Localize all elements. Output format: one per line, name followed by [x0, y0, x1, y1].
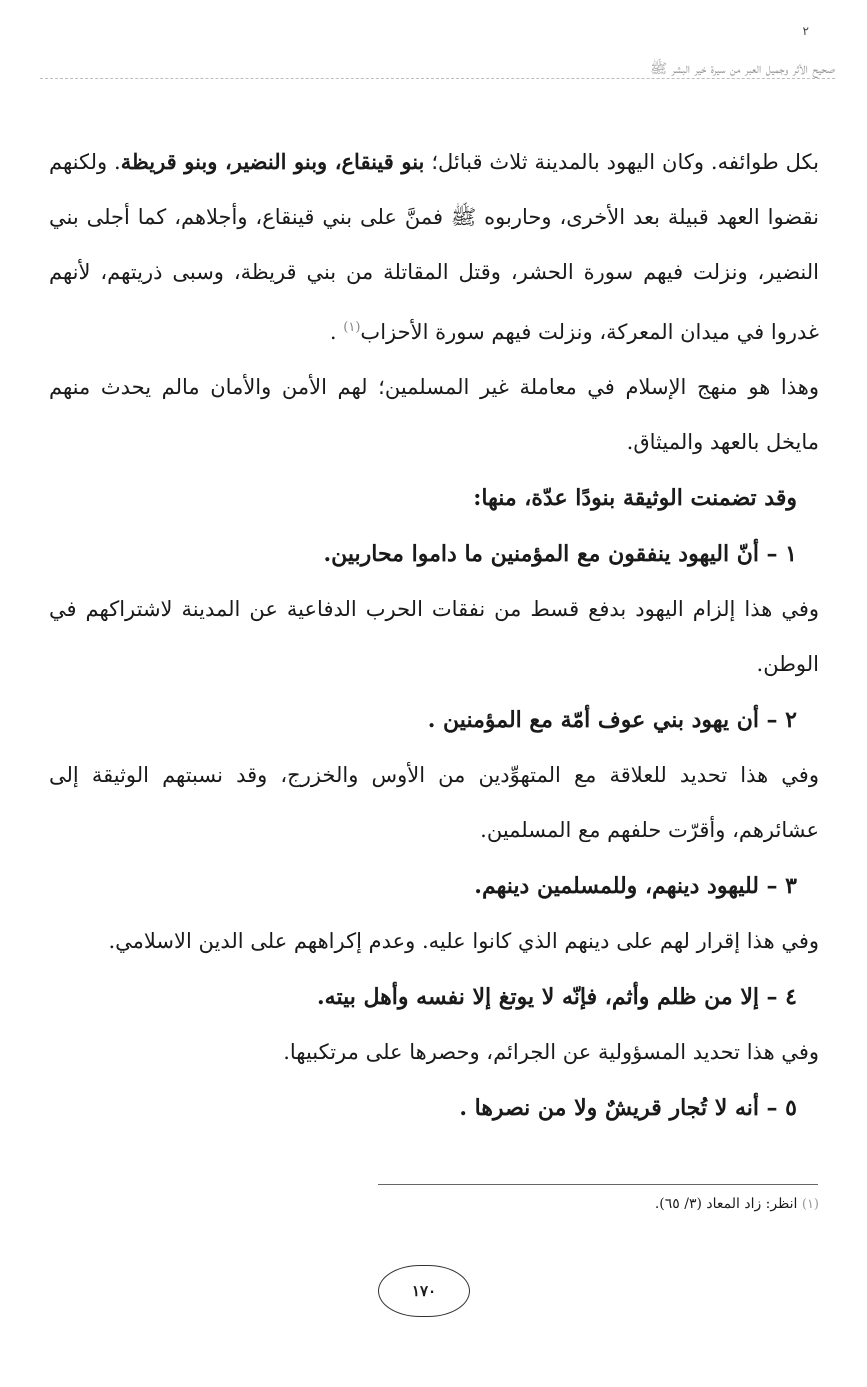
footnote-rule — [378, 1184, 818, 1185]
clause-number: ٢ – — [766, 707, 797, 733]
text-run: . ولكنهم نقضوا العهد قبيلة بعد الأخرى، وحاربوه ﷺ فمنَّ على بني قينقاع، وأجلاهم، كما أجلى بني النضير، ونزلت فيهم سورة الحشر، وقتل المقاتلة من بني قريظة، وسبى ذريتهم، لأنهم غدروا في ميدان المعركة، ونزلت فيهم سورة الأحزاب — [49, 150, 819, 344]
footnote — [49, 1196, 819, 1212]
clause-explanation: وفي هذا تحديد للعلاقة مع المتهوِّدين من الأوس والخزرج، وقد نسبتهم الوثيقة إلى عشائرهم، وأقرّت حلفهم مع المسلمين. — [49, 763, 819, 842]
text-run: . — [329, 320, 344, 344]
clause-explanation: وفي هذا تحديد المسؤولية عن الجرائم، وحصرها على مرتكبيها. — [283, 1040, 819, 1064]
footnote-reference[interactable]: (١) — [343, 320, 361, 335]
main-text — [49, 134, 819, 1136]
section-heading: وقد تضمنت الوثيقة بنودًا عدّة، منها: — [473, 485, 797, 511]
clause-text: أن يهود بني عوف أمّة مع المؤمنين . — [427, 707, 759, 733]
footnote-text: انظر: زاد المعاد (٣/ ٦٥). — [654, 1196, 798, 1212]
clause-text: إلا من ظلم وأثم، فإنّه لا يوتغ إلا نفسه وأهل بيته. — [316, 984, 759, 1010]
clause-explanation: وفي هذا إلزام اليهود بدفع قسط من نفقات الحرب الدفاعية عن المدينة لاشتراكهم في الوطن. — [49, 597, 819, 676]
clause-number: ٣ – — [766, 873, 797, 899]
clause-title — [49, 858, 819, 914]
paragraph-tribes — [49, 134, 819, 360]
corner-number: ٢ — [802, 24, 809, 38]
page-number: ١٧٠ — [378, 1265, 470, 1317]
clause-number: ١ – — [766, 541, 797, 567]
clause-title — [49, 1080, 819, 1136]
clause-number: ٥ – — [766, 1095, 797, 1121]
clause-title — [49, 526, 819, 582]
clause-explanation: وفي هذا إقرار لهم على دينهم الذي كانوا عليه. وعدم إكراههم على الدين الاسلامي. — [108, 929, 819, 953]
footnote-mark: (١) — [801, 1197, 819, 1212]
paragraph-method: وهذا هو منهج الإسلام في معاملة غير المسلمين؛ لهم الأمن والأمان مالم يحدث منهم مايخل بالعهد والميثاق. — [49, 375, 819, 454]
clause-text: أنّ اليهود ينفقون مع المؤمنين ما داموا محاربين. — [323, 541, 759, 567]
running-header-title: صحيح الأثر وجميل العبر من سيرة خير البشر ﷺ — [650, 61, 835, 77]
clause-text: أنه لا تُجار قريشٌ ولا من نصرها . — [459, 1095, 759, 1121]
clause-text: لليهود دينهم، وللمسلمين دينهم. — [474, 873, 759, 899]
clause-number: ٤ – — [766, 984, 797, 1010]
tribe-names: بنو قينقاع، وبنو النضير، وبنو قريظة — [120, 149, 425, 174]
header-rule — [40, 78, 835, 79]
text-run: بكل طوائفه. وكان اليهود بالمدينة ثلاث قبائل؛ — [424, 150, 819, 174]
clause-title — [49, 692, 819, 748]
clause-title — [49, 969, 819, 1025]
